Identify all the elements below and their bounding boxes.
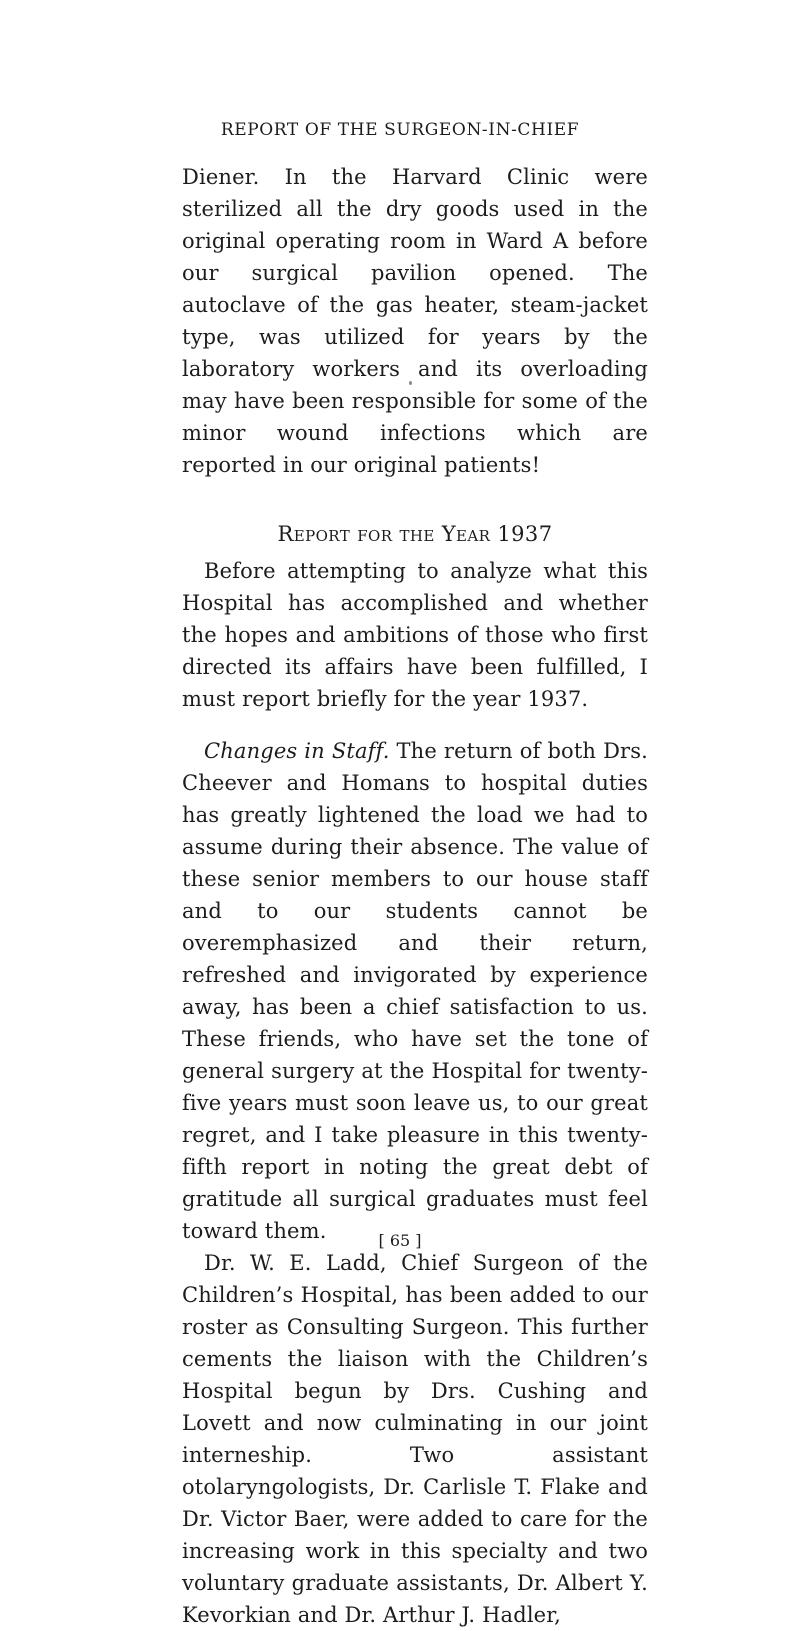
- page-number: [ 65 ]: [378, 1231, 422, 1250]
- section-heading: Report for the Year 1937: [277, 522, 553, 546]
- changes-in-staff-lead-in: Changes in Staff.: [204, 739, 390, 763]
- body-text: [182, 161, 648, 1631]
- paragraph-ladd: Dr. W. E. Ladd, Chief Surgeon of the Children’s Hospital, has been added to our roster as Consulting Surgeon. This further cements the liaison with the Children’s Hospital begun by Drs. Cushing and Lovett and now culminating in our joint interneship. Two assistant otolaryngologists, Dr. Carlisle T. Flake and Dr. Victor Baer, were added to care for the increasing work in this specialty and two voluntary graduate assistants, Dr. Albert Y. Kevorkian and Dr. Arthur J. Hadler,: [182, 1251, 648, 1627]
- paragraph-diener: Diener. In the Harvard Clinic were sterilized all the dry goods used in the original operating room in Ward A before our surgical pavilion opened. The autoclave of the gas heater, steam-jacket type, was utilized for years by the laboratory workers and its overloading may have been responsible for some of the minor wound infections which are reported in our original patients!: [182, 165, 648, 477]
- changes-in-staff-text: The return of both Drs. Cheever and Homans to hospital duties has greatly lightened the load we had to assume during their absence. The value of these senior members to our house staff and to our students cannot be overemphasized and their return, refreshed and invigorated by experience away, has been a chief satisfaction to us. These friends, who have set the tone of general surgery at the Hospital for twenty-five years must soon leave us, to our great regret, and I take pleasure in this twenty-fifth report in noting the great debt of gratitude all surgical graduates must feel toward them.: [182, 739, 648, 1243]
- paragraph-changes-in-staff: [182, 735, 648, 1247]
- running-head: REPORT OF THE SURGEON-IN-CHIEF: [220, 120, 580, 140]
- paragraph-before-attempting: Before attempting to analyze what this Hospital has accomplished and whether the hopes and ambitions of those who first directed its affairs have been fulfilled, I must report briefly for the year 1937.: [182, 559, 648, 711]
- print-speck: [409, 381, 412, 385]
